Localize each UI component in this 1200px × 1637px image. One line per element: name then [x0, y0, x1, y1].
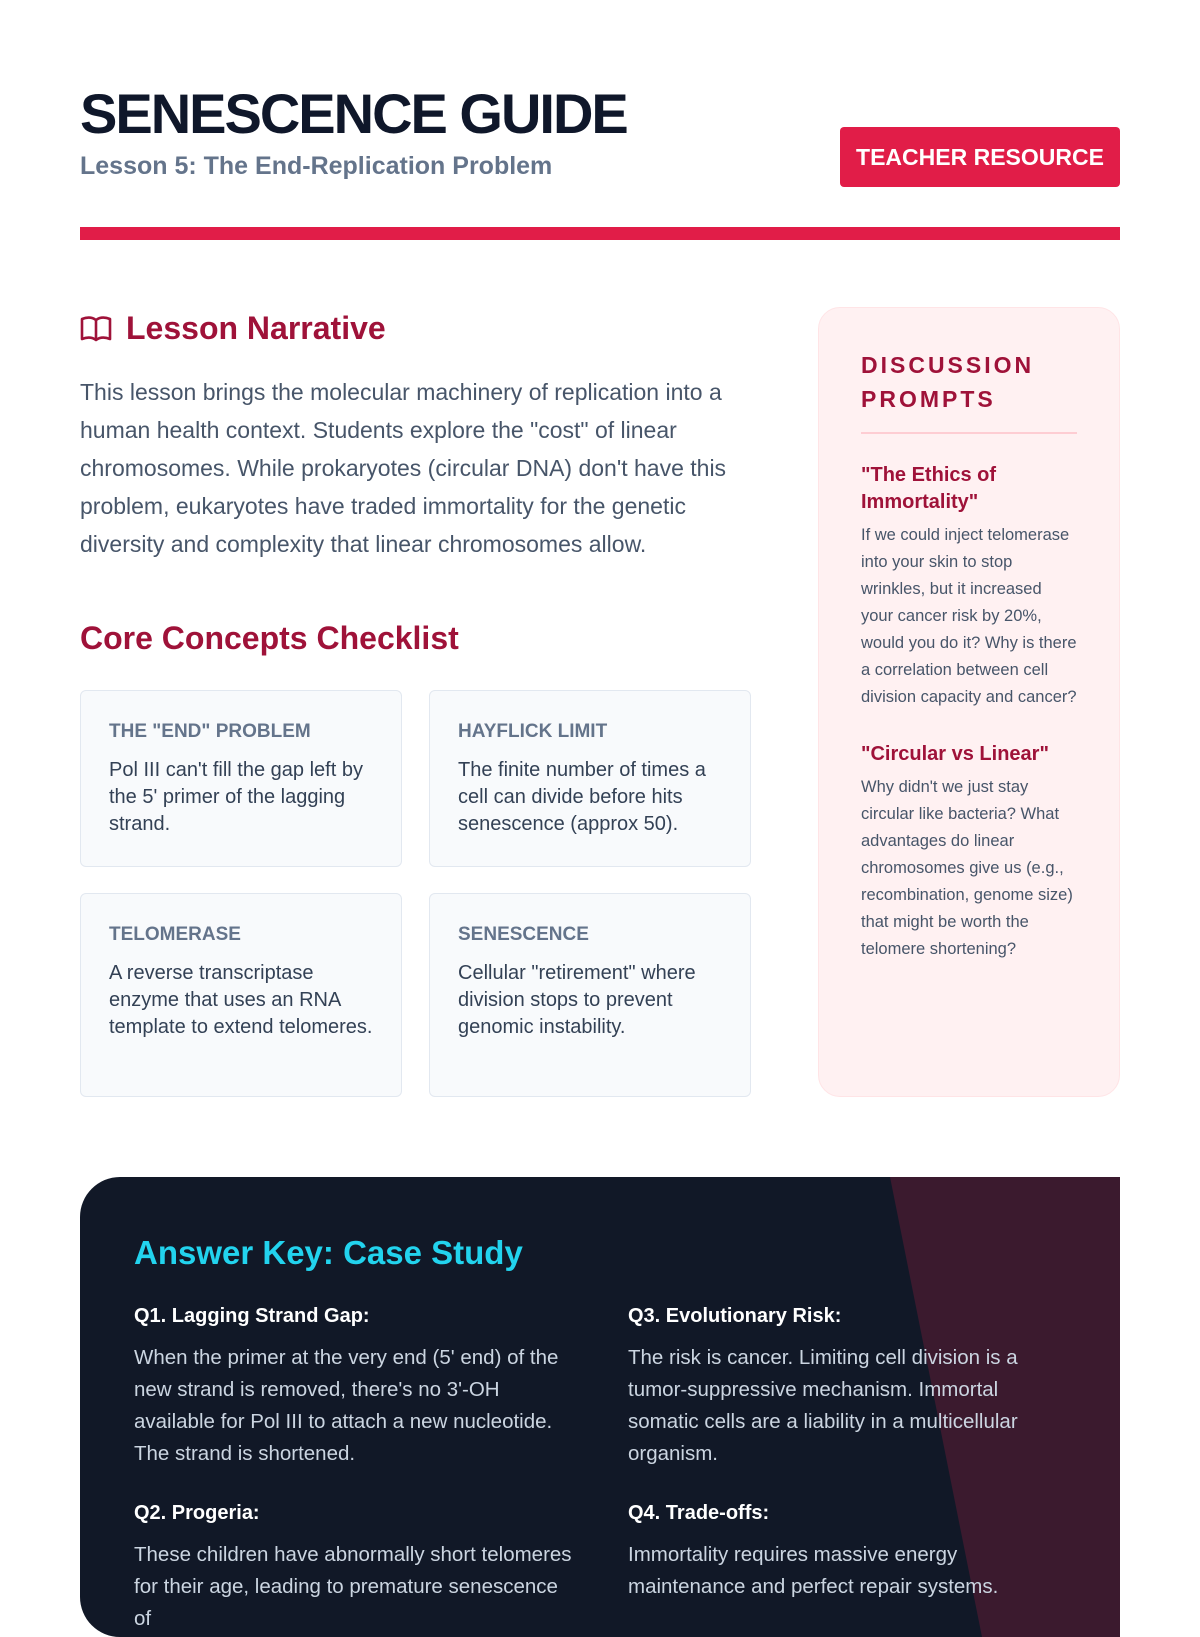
concept-card-title: HAYFLICK LIMIT [458, 721, 608, 742]
answer-q2 [134, 1502, 574, 1635]
concept-card-text: Pol III can't fill the gap left by the 5' primer of the lagging strand. [109, 759, 363, 835]
concept-card-text: Cellular "retirement" where division stops to prevent genomic instability. [458, 962, 696, 1038]
question-title: Q2. Progeria: [134, 1502, 260, 1524]
discussion-prompts-panel [818, 307, 1120, 1097]
discussion-prompts-heading: DISCUSSION PROMPTS [861, 348, 1077, 434]
discussion-prompt [861, 741, 1077, 963]
teacher-resource-badge: TEACHER RESOURCE [840, 127, 1120, 187]
answer-q4 [628, 1502, 1068, 1603]
answer-text: When the primer at the very end (5' end) of the new strand is removed, there's no 3'-OH available for Pol III to attach a new nucleotide. The strand is shortened. [134, 1346, 559, 1465]
concept-card-end-problem [80, 690, 402, 867]
question-title: Q3. Evolutionary Risk: [628, 1305, 842, 1327]
concept-card-title: SENESCENCE [458, 924, 589, 945]
concept-card-title: TELOMERASE [109, 924, 241, 945]
answer-q1 [134, 1305, 574, 1470]
question-title: Q1. Lagging Strand Gap: [134, 1305, 370, 1327]
question-title: Q4. Trade-offs: [628, 1502, 770, 1524]
answer-text: These children have abnormally short telomeres for their age, leading to premature senescence of [134, 1543, 572, 1630]
concept-card-text: The finite number of times a cell can divide before hits senescence (approx 50). [458, 759, 706, 835]
concept-card-text: A reverse transcriptase enzyme that uses an RNA template to extend telomeres. [109, 962, 373, 1038]
header-divider [80, 227, 1120, 240]
answer-text: Immortality requires massive energy maintenance and perfect repair systems. [628, 1543, 999, 1598]
concept-card-telomerase [80, 893, 402, 1097]
answer-key-heading: Answer Key: Case Study [134, 1234, 523, 1271]
book-open-icon [80, 315, 112, 343]
prompt-text: Why didn't we just stay circular like bacteria? What advantages do linear chromosomes give us (e.g., recombination, genome size) that might be worth the telomere shortening? [861, 778, 1073, 958]
concept-card-title: THE "END" PROBLEM [109, 721, 311, 742]
prompt-text: If we could inject telomerase into your skin to stop wrinkles, but it increased your cancer risk by 20%, would you do it? Why is there a correlation between cell division capacity and cancer? [861, 526, 1077, 706]
page-header [80, 80, 1120, 240]
answer-text: The risk is cancer. Limiting cell division is a tumor-suppressive mechanism. Immortal somatic cells are a liability in a multicellular organism. [628, 1346, 1018, 1465]
core-concepts-heading: Core Concepts Checklist [80, 620, 459, 656]
lesson-narrative-heading [80, 310, 386, 347]
page-title: SENESCENCE GUIDE [80, 82, 627, 145]
narrative-title: Lesson Narrative [126, 310, 386, 346]
answer-key-panel [80, 1177, 1120, 1637]
concept-card-hayflick-limit [429, 690, 751, 867]
concept-card-senescence [429, 893, 751, 1097]
prompt-title: "The Ethics of Immortality" [861, 464, 997, 513]
prompt-title: "Circular vs Linear" [861, 743, 1049, 765]
narrative-text: This lesson brings the molecular machinery of replication into a human health context. Students explore the "cost" of linear chromosomes. While prokaryotes (circular DNA) don't have this problem, eukaryotes have traded immortality for the genetic diversity and complexity that linear chromosomes allow. [80, 379, 727, 557]
answer-q3 [628, 1305, 1068, 1470]
lesson-subtitle: Lesson 5: The End-Replication Problem [80, 152, 553, 180]
discussion-prompt [861, 462, 1077, 711]
